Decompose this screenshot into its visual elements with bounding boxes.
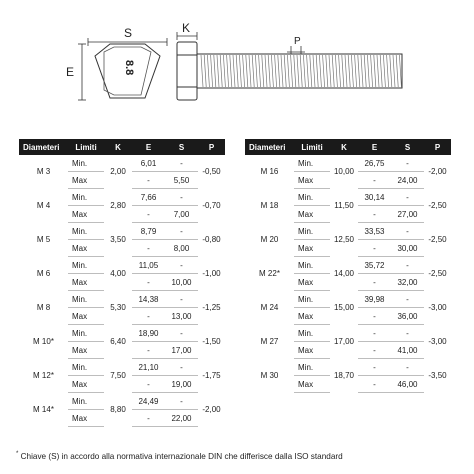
k-cell: 8,80: [110, 405, 126, 414]
table-row-min: [245, 359, 451, 376]
table-row-min: [245, 155, 451, 172]
header-k: K: [104, 139, 132, 155]
e-min-cell: 7,66: [132, 189, 165, 206]
diameter-cell: M 10*: [33, 337, 54, 346]
table-row-min: [19, 257, 225, 274]
table-row-min: [19, 223, 225, 240]
limit-label: Max: [68, 274, 104, 291]
s-max-cell: 46,00: [391, 376, 424, 393]
e-max-cell: -: [132, 342, 165, 359]
s-max-cell: 24,00: [391, 172, 424, 189]
s-max-cell: 8,00: [165, 240, 198, 257]
diameter-cell: M 12*: [33, 371, 54, 380]
table-header-row: [19, 139, 225, 155]
k-cell: 10,00: [333, 167, 355, 177]
header-s: S: [391, 139, 424, 155]
limit-label: Min.: [294, 291, 330, 308]
s-max-cell: 10,00: [165, 274, 198, 291]
dim-label-s: S: [124, 26, 133, 40]
p-cell: -2,50: [428, 235, 447, 244]
s-max-cell: 30,00: [391, 240, 424, 257]
e-min-cell: 11,05: [132, 257, 165, 274]
s-max-cell: 19,00: [165, 376, 198, 393]
e-max-cell: -: [132, 206, 165, 223]
e-max-cell: -: [132, 274, 165, 291]
s-max-cell: 7,00: [165, 206, 198, 223]
s-min-cell: -: [165, 359, 198, 376]
s-max-cell: 36,00: [391, 308, 424, 325]
header-e: E: [132, 139, 165, 155]
diameter-cell: M 8: [36, 303, 51, 312]
k-cell: 18,70: [333, 371, 355, 380]
header-k: K: [330, 139, 358, 155]
p-cell: -2,00: [202, 405, 221, 414]
limit-label: Max: [68, 308, 104, 325]
p-cell: -3,00: [428, 337, 447, 346]
bolt-side-view: [177, 42, 402, 100]
table-body-right: [245, 155, 451, 393]
p-cell: -3,00: [428, 303, 447, 312]
header-diameters: Diameteri: [19, 139, 68, 155]
e-max-cell: -: [358, 240, 391, 257]
k-cell: 7,50: [110, 371, 126, 380]
p-cell: -1,25: [202, 303, 221, 312]
header-s: S: [165, 139, 198, 155]
table-row-min: [19, 393, 225, 410]
limit-label: Min.: [68, 223, 104, 240]
limit-label: Max: [294, 274, 330, 291]
e-min-cell: 21,10: [132, 359, 165, 376]
s-min-cell: -: [391, 325, 424, 342]
diameter-cell: M 18: [260, 201, 279, 210]
limit-label: Max: [68, 206, 104, 223]
s-max-cell: 13,00: [165, 308, 198, 325]
e-min-cell: 35,72: [358, 257, 391, 274]
e-max-cell: -: [132, 410, 165, 427]
limit-label: Min.: [294, 359, 330, 376]
k-cell: 11,50: [334, 201, 354, 210]
s-min-cell: -: [391, 155, 424, 172]
limit-label: Max: [294, 206, 330, 223]
footnote-marker: *: [16, 451, 19, 457]
specs-table-left: [19, 139, 225, 427]
e-max-cell: -: [132, 308, 165, 325]
s-max-cell: 41,00: [391, 342, 424, 359]
k-cell: 6,40: [110, 337, 126, 346]
p-cell: -2,00: [428, 167, 447, 177]
e-min-cell: 8,79: [132, 223, 165, 240]
dim-label-k: K: [182, 21, 191, 35]
table-row-min: [245, 189, 451, 206]
limit-label: Max: [68, 172, 104, 189]
e-max-cell: -: [358, 172, 391, 189]
limit-label: Min.: [68, 189, 104, 206]
s-max-cell: 32,00: [391, 274, 424, 291]
limit-label: Min.: [68, 359, 104, 376]
s-min-cell: -: [165, 257, 198, 274]
header-limits: Limiti: [294, 139, 330, 155]
diameter-cell: M 24: [260, 303, 279, 312]
limit-label: Max: [294, 308, 330, 325]
table-row-min: [19, 325, 225, 342]
s-min-cell: -: [391, 223, 424, 240]
limit-label: Max: [294, 240, 330, 257]
s-min-cell: -: [165, 325, 198, 342]
header-e: E: [358, 139, 391, 155]
table-row-min: [245, 223, 451, 240]
s-min-cell: -: [391, 291, 424, 308]
p-cell: -1,50: [202, 337, 221, 346]
header-limits: Limiti: [68, 139, 104, 155]
s-min-cell: -: [391, 257, 424, 274]
e-max-cell: -: [358, 342, 391, 359]
specs-table-right: [245, 139, 451, 393]
e-min-cell: 18,90: [132, 325, 165, 342]
e-max-cell: -: [358, 376, 391, 393]
s-min-cell: -: [391, 359, 424, 376]
limit-label: Min.: [294, 155, 330, 172]
k-cell: 2,80: [110, 201, 126, 210]
k-cell: 5,30: [110, 303, 126, 312]
s-min-cell: -: [165, 189, 198, 206]
table-header-row: [245, 139, 451, 155]
limit-label: Min.: [68, 291, 104, 308]
diameter-cell: M 20: [260, 235, 279, 244]
limit-label: Max: [68, 240, 104, 257]
footnote-text: Chiave (S) in accordo alla normativa internazionale DIN che differisce dalla ISO standard: [18, 452, 343, 461]
table-row-min: [245, 325, 451, 342]
limit-label: Min.: [294, 223, 330, 240]
diameter-cell: M 16: [260, 167, 279, 177]
k-cell: 4,00: [110, 269, 126, 278]
k-cell: 2,00: [110, 167, 126, 177]
e-min-cell: 30,14: [358, 189, 391, 206]
table-row-min: [19, 189, 225, 206]
table-row-min: [245, 291, 451, 308]
footnote: [16, 452, 343, 461]
diameter-cell: M 6: [36, 269, 51, 278]
dim-label-e: E: [66, 65, 75, 79]
limit-label: Max: [68, 342, 104, 359]
k-cell: 3,50: [110, 235, 126, 244]
k-cell: 12,50: [333, 235, 355, 244]
s-max-cell: 17,00: [165, 342, 198, 359]
limit-label: Max: [294, 342, 330, 359]
diameter-cell: M 27: [260, 337, 279, 346]
limit-label: Max: [294, 376, 330, 393]
s-min-cell: -: [391, 189, 424, 206]
s-max-cell: 27,00: [391, 206, 424, 223]
diameter-cell: M 4: [36, 201, 51, 210]
s-min-cell: -: [165, 155, 198, 172]
table-row-min: [19, 359, 225, 376]
table-row-min: [19, 291, 225, 308]
limit-label: Max: [294, 172, 330, 189]
s-min-cell: -: [165, 223, 198, 240]
e-max-cell: -: [132, 376, 165, 393]
header-p: P: [198, 139, 225, 155]
e-min-cell: 26,75: [358, 155, 391, 172]
e-max-cell: -: [358, 308, 391, 325]
limit-label: Min.: [68, 257, 104, 274]
s-max-cell: 5,50: [165, 172, 198, 189]
limit-label: Min.: [294, 189, 330, 206]
p-cell: -0,70: [202, 201, 221, 210]
table-row-min: [19, 155, 225, 172]
p-cell: -1,00: [202, 269, 221, 278]
s-max-cell: 22,00: [165, 410, 198, 427]
e-max-cell: -: [132, 172, 165, 189]
table-body-left: [19, 155, 225, 427]
limit-label: Min.: [294, 257, 330, 274]
p-cell: -0,80: [202, 235, 221, 244]
diameter-cell: M 14*: [33, 405, 54, 414]
e-min-cell: 6,01: [132, 155, 165, 172]
p-cell: -2,50: [428, 269, 447, 278]
p-cell: -3,50: [428, 371, 447, 380]
p-cell: -2,50: [428, 201, 447, 210]
e-min-cell: -: [358, 359, 391, 376]
e-min-cell: 39,98: [358, 291, 391, 308]
e-max-cell: -: [358, 206, 391, 223]
p-cell: -1,75: [202, 371, 221, 380]
diameter-cell: M 3: [36, 167, 51, 177]
bolt-technical-drawing: [0, 0, 474, 110]
header-diameters: Diameteri: [245, 139, 294, 155]
e-max-cell: -: [132, 240, 165, 257]
dim-label-p: P: [294, 36, 301, 47]
e-min-cell: 14,38: [132, 291, 165, 308]
e-min-cell: 24,49: [132, 393, 165, 410]
limit-label: Min.: [68, 393, 104, 410]
k-cell: 14,00: [333, 269, 355, 278]
limit-label: Min.: [68, 325, 104, 342]
header-p: P: [424, 139, 451, 155]
k-cell: 17,00: [333, 337, 355, 346]
e-max-cell: -: [358, 274, 391, 291]
s-min-cell: -: [165, 393, 198, 410]
diameter-cell: M 22*: [259, 269, 280, 278]
limit-label: Max: [68, 376, 104, 393]
e-min-cell: 33,53: [358, 223, 391, 240]
diameter-cell: M 30: [260, 371, 279, 380]
table-row-min: [245, 257, 451, 274]
k-cell: 15,00: [333, 303, 355, 312]
p-cell: -0,50: [202, 167, 221, 177]
limit-label: Min.: [68, 155, 104, 172]
e-min-cell: -: [358, 325, 391, 342]
limit-label: Min.: [294, 325, 330, 342]
diameter-cell: M 5: [36, 235, 51, 244]
grade-mark: 8.8: [123, 60, 135, 76]
limit-label: Max: [68, 410, 104, 427]
s-min-cell: -: [165, 291, 198, 308]
